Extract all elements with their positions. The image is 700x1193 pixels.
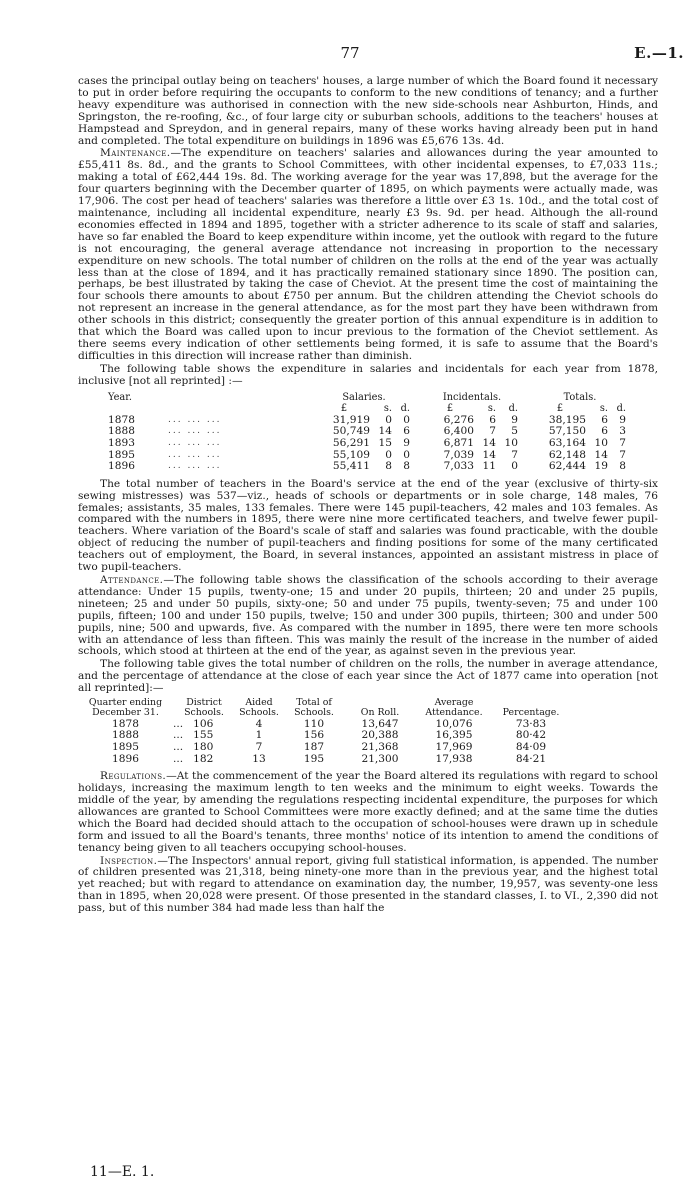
cell-inc-s: 7: [489, 425, 496, 438]
cell-sal-d: 0: [403, 413, 410, 426]
cell-sal-s: 0: [385, 448, 392, 461]
paragraph-teachers: The total number of teachers in the Board's service at the end of the year (exclusive of thirty-six sewing mistresses) was 537—viz., heads of schools or departments or in sole charge, 148 males, 76 females; assistants, 35 males, 133 females. There were 145 pupil-teachers, 42 males and 103 females. As compared with the numbers in 1895, there were nine more certificated teachers, and twelve fewer pupil-teachers. Where variation of the Board's scale of staff and salaries was found practicable, with the double object of reducing the number of pupil-teachers and finding positions for some of the many certificated teachers out of employment, the Board, in several instances, appointed an assistant mistress in place of two pupil-teachers.: [78, 477, 658, 574]
attendance-row: [78, 754, 569, 766]
expenditure-row: [108, 438, 626, 450]
leader-dots: ... ... ...: [168, 461, 222, 472]
heading-regulations: Regulations.: [100, 770, 167, 783]
cell-sal-s: 15: [378, 436, 392, 449]
cell-inc-d: 10: [504, 436, 518, 449]
cell-average: 10,076: [435, 717, 473, 730]
page-number: 77: [340, 44, 360, 62]
cell-sal-l: 56,291: [332, 436, 370, 449]
cell-inc-d: 7: [511, 448, 518, 461]
paragraph-regulations: Regulations.—At the commencement of the year the Board altered its regulations with regard to school holidays, increasing the maximum length to ten weeks and the minimum to eight weeks. Towards the middle of the year, by amending the regulations respecting incidental expenditure, the purposes for which allowances are granted to School Committees were more exactly defined; and at the same time the duties which the Board had decided should attach to the occupation of school-houses were drawn up in schedule form and issued to all the Board's tenants, three months' notice of its intention to amend the conditions of tenancy being given to all teachers occupying school-houses.: [78, 770, 658, 854]
cell-roll: 21,300: [361, 752, 399, 765]
signature-mark: 11—E. 1.: [90, 1164, 155, 1180]
expenditure-table: Year. Salaries. Incidentals. Totals. £ s. d. £ s. d. £ s. d. 1878 ... ... ... 31,919 0 0 6,276 6 9 38,195 6 9 1888 ... ... ... 50,749 14 6 6,400 7 5 57,150 6 3 1893 ... ... ... 56,291 15 9 6,871 14 10 63,164 10 7 1895 ... ... ... 55,109 0 0 7,039 14 7 62,148 14 7 1896 ... ... ... 55,411 8 8 7,033 11 0 62,444 19 8: [108, 391, 626, 473]
cell-inc-l: 7,039: [443, 448, 474, 461]
cell-district-value: 155: [193, 729, 214, 742]
cell-total: 156: [303, 729, 325, 742]
leader-dots: ...: [173, 729, 184, 742]
heading-attendance: Attendance.: [100, 573, 164, 586]
cell-inc-s: 14: [482, 436, 496, 449]
col-roll-header: On Roll.: [360, 707, 400, 719]
cell-inc-l: 6,871: [443, 436, 474, 449]
cell-sal-l: 50,749: [332, 425, 370, 438]
cell-inc-s: 14: [482, 448, 496, 461]
cell-year: 1878: [112, 717, 139, 730]
leader-dots: ... ... ...: [168, 414, 222, 425]
cell-percentage: 84·09: [515, 741, 547, 754]
cell-average: 17,938: [435, 752, 473, 765]
cell-sal-l: 55,109: [332, 448, 370, 461]
col-percentage-header: Percentage.: [502, 707, 560, 719]
cell-aided: 1: [255, 729, 263, 742]
cell-year: 1895: [112, 741, 139, 754]
cell-inc-d: 5: [511, 425, 518, 438]
col-average-header: Average Attendance.: [425, 697, 483, 719]
cell-total: 187: [303, 741, 325, 754]
attendance-row: [78, 742, 569, 754]
cell-year: 1896: [112, 752, 139, 765]
expenditure-row: [108, 461, 626, 473]
cell-roll: 13,647: [361, 717, 399, 730]
paragraph-table-intro: The following table shows the expenditure in salaries and incidentals for each year from 1878, inclusive [not all reprinted] :—: [78, 362, 658, 387]
paragraph-maintenance: Maintenance.—The expenditure on teachers' salaries and allowances during the year amounted to £55,411 8s. 8d., and the grants to School Committees, with other incidental expenses, to £7,033 11s.; making a total of £62,444 19s. 8d. The working average for the year was 17,898, but the average for the four quarters beginning with the December quarter of 1895, on which payments were actually made, was 17,906. The cost per head of teachers' salaries was therefore a little over £3 1s. 10d., and the total cost of maintenance, including all incidental expenditure, nearly £3 9s. 9d. per head. Although the all-round economies effected in 1894 and 1895, together with a stricter adherence to its scale of staff and salaries, have so far enabled the Board to keep expenditure within income, yet the outlook with regard to the future is not encouraging, the general average attendance not increasing in proportion to the necessary expenditure on new schools. The total number of children on the rolls at the end of the year was actually less than at the close of 1894, and it has practically remained stationary since 1890. The position can, perhaps, be best illustrated by taking the case of Cheviot. At the present time the cost of maintaining the four schools there amounts to about £750 per annum. But the children attending the Cheviot schools do not represent an increase in the general attendance, as for the most part they have been withdrawn from other schools in this district; consequently the greater portion of this annual expenditure is in addition to that which the Board was called upon to incur previous to the formation of the Cheviot settlement. As there seems every indication of other settlements being formed, it is safe to assume that the Board's difficulties in this direction will increase rather than diminish.: [78, 147, 658, 362]
leader-dots: ... ... ...: [168, 437, 222, 448]
cell-tot-s: 6: [601, 413, 608, 426]
document-code: E.—1.: [634, 44, 684, 62]
cell-tot-s: 6: [601, 425, 608, 438]
cell-tot-d: 7: [619, 448, 626, 461]
cell-inc-d: 0: [511, 460, 518, 473]
paragraph-inspection: Inspection.—The Inspectors' annual report, giving full statistical information, is appended. The number of children presented was 21,318, being ninety-one more than in the previous year, and the highest total yet reached; but with regard to attendance on examination day, the number, 19,957, was seventy-one less than in 1895, when 20,028 were present. Of those presented in the standard classes, I. to VI., 2,390 did not pass, but of this number 384 had made less than half the: [78, 854, 658, 915]
cell-average: 17,969: [435, 741, 473, 754]
cell-sal-s: 14: [378, 425, 392, 438]
cell-aided: 13: [252, 752, 266, 765]
body-text: [78, 76, 658, 916]
cell-district: [173, 754, 235, 766]
cell-district-value: 106: [193, 717, 214, 730]
cell-inc-l: 7,033: [443, 460, 474, 473]
attendance-table: [78, 698, 569, 765]
cell-tot-d: 8: [619, 460, 626, 473]
col-total-header: Total of Schools.: [294, 697, 334, 719]
col-year-header: Year.: [108, 391, 132, 403]
col-salaries-header: Salaries.: [342, 391, 386, 403]
cell-tot-s: 19: [594, 460, 608, 473]
cell-sal-d: 9: [403, 436, 410, 449]
cell-sal-s: 0: [385, 413, 392, 426]
cell-district-value: 180: [193, 741, 214, 754]
paragraph-attendance: Attendance.—The following table shows the classification of the schools according to their average attendance: Under 15 pupils, twenty-one; 15 and under 20 pupils, thirteen; 20 and under 25 pupils, nineteen; 25 and under 50 pupils, sixty-one; 50 and under 75 pupils, twenty-seven; 75 and under 100 pupils, fifteen; 100 and under 150 pupils, twelve; 150 and under 300 pupils, thirteen; 300 and under 500 pupils, nine; 500 and upwards, five. As compared with the number in 1895, there were ten more schools with an attendance of less than fifteen. This was mainly the result of the increase in the number of aided schools, which stood at thirteen at the end of the year, as against seven in the previous year.: [78, 573, 658, 658]
cell-district-value: 182: [193, 752, 214, 765]
col-totals-header: Totals.: [563, 391, 597, 403]
cell-roll: 21,368: [361, 741, 399, 754]
cell-tot-d: 7: [619, 436, 626, 449]
cell-tot-l: 57,150: [548, 425, 586, 438]
cell-tot-l: 38,195: [548, 413, 586, 426]
cell-inc-d: 9: [511, 413, 518, 426]
cell-average: 16,395: [435, 729, 473, 742]
cell-year: 1895: [108, 448, 135, 461]
cell-total: 195: [303, 752, 325, 765]
leader-dots: ...: [173, 717, 184, 730]
paragraph-buildings: cases the principal outlay being on teachers' houses, a large number of which the Board found it necessary to put in order before requiring the occupants to conform to the new conditions of tenancy; and a further heavy expenditure was authorised in connection with the new side-schools near Ashburton, Hinds, and Springston, the re-roofing, &c., of four large city or suburban schools, additions to the teachers' houses at Hampstead and Spreydon, and in general repairs, many of these works having already been put in hand and completed. The total expenditure on buildings in 1896 was £5,676 13s. 4d.: [78, 75, 658, 147]
cell-sal-d: 0: [403, 448, 410, 461]
cell-sal-d: 6: [403, 425, 410, 438]
heading-inspection: Inspection.: [100, 854, 158, 867]
leader-dots: ...: [173, 741, 184, 754]
cell-sal-s: 8: [385, 460, 392, 473]
cell-aided: 4: [255, 717, 263, 730]
cell-aided: 7: [255, 741, 263, 754]
cell-tot-s: 10: [594, 436, 608, 449]
cell-year: 1878: [108, 413, 135, 426]
cell-percentage: 84·21: [515, 752, 547, 765]
cell-inc-s: 11: [482, 460, 496, 473]
heading-maintenance: Maintenance.: [100, 147, 171, 160]
cell-inc-l: 6,276: [443, 413, 474, 426]
cell-inc-l: 6,400: [443, 425, 474, 438]
col-district-header: District Schools.: [184, 697, 224, 719]
leader-dots: ... ... ...: [168, 449, 222, 460]
cell-tot-d: 9: [619, 413, 626, 426]
cell-year: 1888: [108, 425, 135, 438]
leader-dots: ... ... ...: [168, 426, 222, 437]
cell-sal-d: 8: [403, 460, 410, 473]
cell-percentage: 80·42: [515, 729, 547, 742]
cell-tot-l: 62,148: [548, 448, 586, 461]
cell-sal-l: 55,411: [332, 460, 370, 473]
cell-tot-d: 3: [619, 425, 626, 438]
col-incidentals-header: Incidentals.: [442, 391, 502, 403]
cell-year: 1888: [112, 729, 139, 742]
cell-percentage: 73·83: [515, 717, 547, 730]
paragraph-attendance-table-intro: The following table gives the total number of children on the rolls, the number in average attendance, and the percentage of attendance at the close of each year since the Act of 1877 came into operation [not all reprinted]:—: [78, 658, 658, 695]
cell-tot-l: 62,444: [548, 460, 586, 473]
cell-inc-s: 6: [489, 413, 496, 426]
cell-year: 1893: [108, 436, 135, 449]
cell-year: 1896: [108, 460, 135, 473]
cell-tot-s: 14: [594, 448, 608, 461]
col-aided-header: Aided Schools.: [239, 697, 279, 719]
cell-total: 110: [303, 717, 325, 730]
col-quarter-header: Quarter ending December 31.: [88, 697, 163, 719]
cell-sal-l: 31,919: [332, 413, 370, 426]
leader-dots: ...: [173, 752, 184, 765]
cell-tot-l: 63,164: [548, 436, 586, 449]
cell-roll: 20,388: [361, 729, 399, 742]
